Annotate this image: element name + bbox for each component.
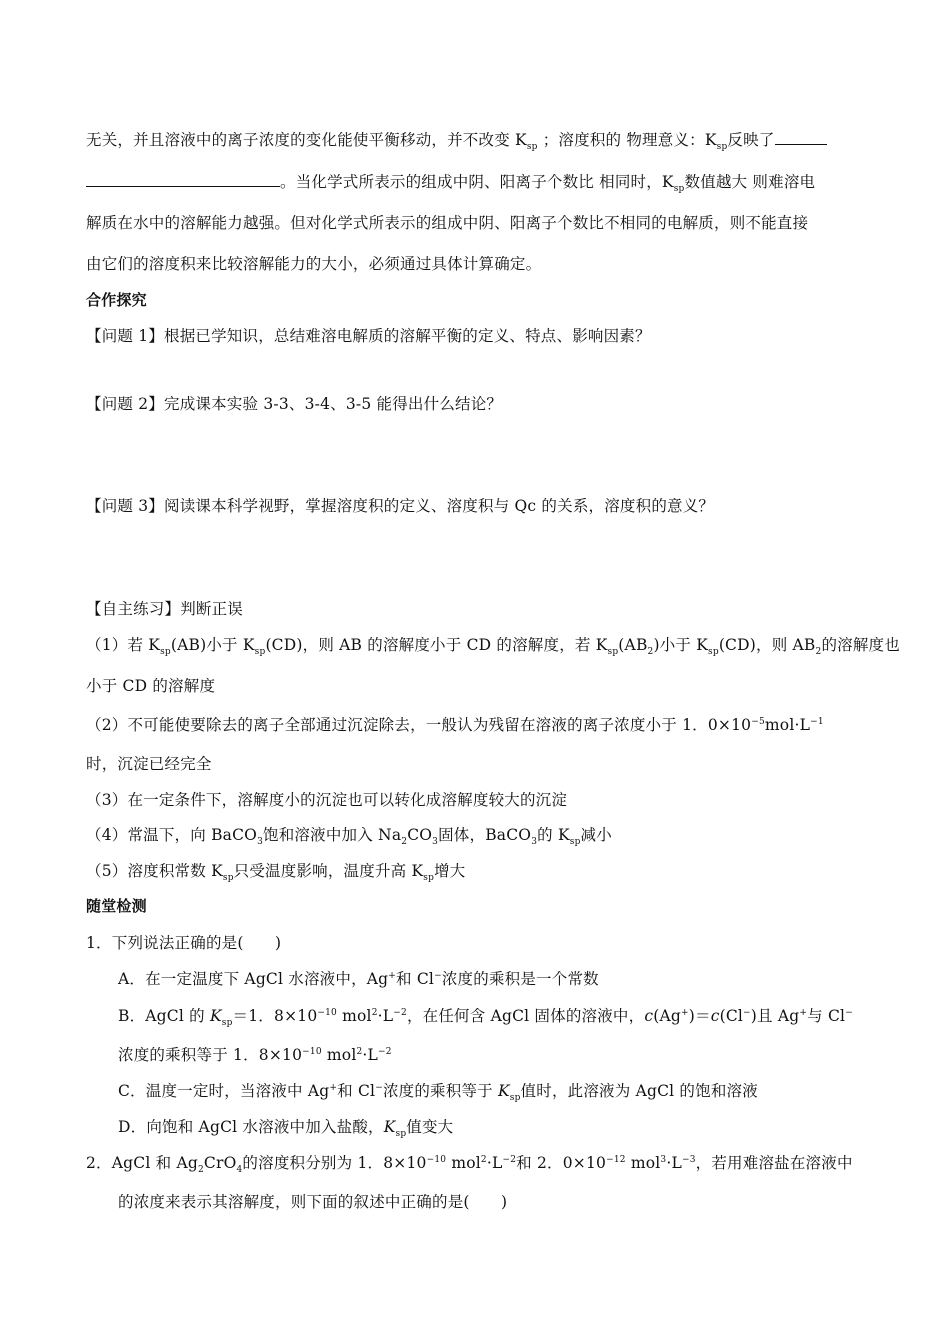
intro-line-4: 由它们的溶度积来比较溶解能力的大小，必须通过具体计算确定。 <box>86 255 542 273</box>
fill-blank[interactable] <box>775 130 827 145</box>
option-b: B．AgCl 的 $K_{sp}=1$．$8\times 10^{-10}$ $mol^2\cdot L^{-2}$，在任何含 AgCl 固体的溶液中，c(Ag+)＝c(Cl−)且 Ag+与 Cl− <box>118 1007 853 1029</box>
option-b-cont: 浓度的乘积等于 1．$8\times 10^{-10}$ $mol^2\cdot L^{-2}$ <box>118 1046 392 1064</box>
practice-title: 【自主练习】判断正误 <box>86 600 244 618</box>
practice-item-2-cont: 时，沉淀已经完全 <box>86 755 212 773</box>
practice-item-1: （1）若 $K_{sp}(AB)$小于 $K_{sp}(CD)$，则 AB 的溶解度小于 CD 的溶解度，若 $K_{sp}(AB_2)$小于 $K_{sp}(CD)$，则 $AB_2$的溶解度也 <box>86 636 900 658</box>
test-question-2-cont: 的浓度来表示其溶解度，则下面的叙述中正确的是( ) <box>118 1193 508 1211</box>
practice-item-1-cont: 小于 CD 的溶解度 <box>86 677 216 695</box>
test-question-1: 1．下列说法正确的是( ) <box>86 934 282 952</box>
practice-item-2: （2）不可能使要除去的离子全部通过沉淀除去，一般认为残留在溶液的离子浓度小于 1．$0\times 10^{-5}mol\cdot L^{-1}$ <box>86 716 824 734</box>
test-question-2: 2．AgCl 和 $Ag_2CrO_4$的溶度积分别为 1．$8\times 10^{-10}$ $mol^2\cdot L^{-2}$和 2．$0\times 10^{-12}$ $mol^3\cdot L^{-3}$，若用难溶盐在溶液中 <box>86 1154 853 1176</box>
fill-blank[interactable] <box>86 172 280 187</box>
question-3: 【问题 3】阅读课本科学视野，掌握溶度积的定义、溶度积与 Qc 的关系，溶度积的意义？ <box>86 497 715 515</box>
option-d: D．向饱和 AgCl 水溶液中加入盐酸，$K_{sp}$值变大 <box>118 1118 454 1140</box>
question-2: 【问题 2】完成课本实验 3-3、3-4、3-5 能得出什么结论？ <box>86 395 503 413</box>
option-a: A．在一定温度下 AgCl 水溶液中，Ag+和 Cl−浓度的乘积是一个常数 <box>118 970 599 988</box>
intro-line-3: 解质在水中的溶解能力越强。但对化学式所表示的组成中阴、阳离子个数比不相同的电解质，则不能直接 <box>86 214 809 232</box>
question-1: 【问题 1】根据已学知识，总结难溶电解质的溶解平衡的定义、特点、影响因素？ <box>86 327 651 345</box>
option-c: C．温度一定时，当溶液中 Ag+和 Cl−浓度的乘积等于 $K_{sp}$值时，此溶液为 AgCl 的饱和溶液 <box>118 1082 758 1104</box>
section-heading-test: 随堂检测 <box>86 897 147 915</box>
section-heading-coop: 合作探究 <box>86 291 147 309</box>
practice-item-4: （4）常温下，向 BaCO$_3$饱和溶液中加入 $Na_2CO_3$固体，BaCO$_3$的 $K_{sp}$减小 <box>86 826 612 848</box>
practice-item-5: （5）溶度积常数 $K_{sp}$只受温度影响，温度升高 $K_{sp}$增大 <box>86 862 466 884</box>
intro-line-1: 无关，并且溶液中的离子浓度的变化能使平衡移动，并不改变 $K_{sp}$ ；溶度积的 物理意义：$K_{sp}$反映了 <box>86 128 827 150</box>
intro-line-2: 。当化学式所表示的组成中阴、阳离子个数比 相同时，$K_{sp}$数值越大 则难溶电 <box>86 170 815 192</box>
practice-item-3: （3）在一定条件下，溶解度小的沉淀也可以转化成溶解度较大的沉淀 <box>86 791 568 809</box>
